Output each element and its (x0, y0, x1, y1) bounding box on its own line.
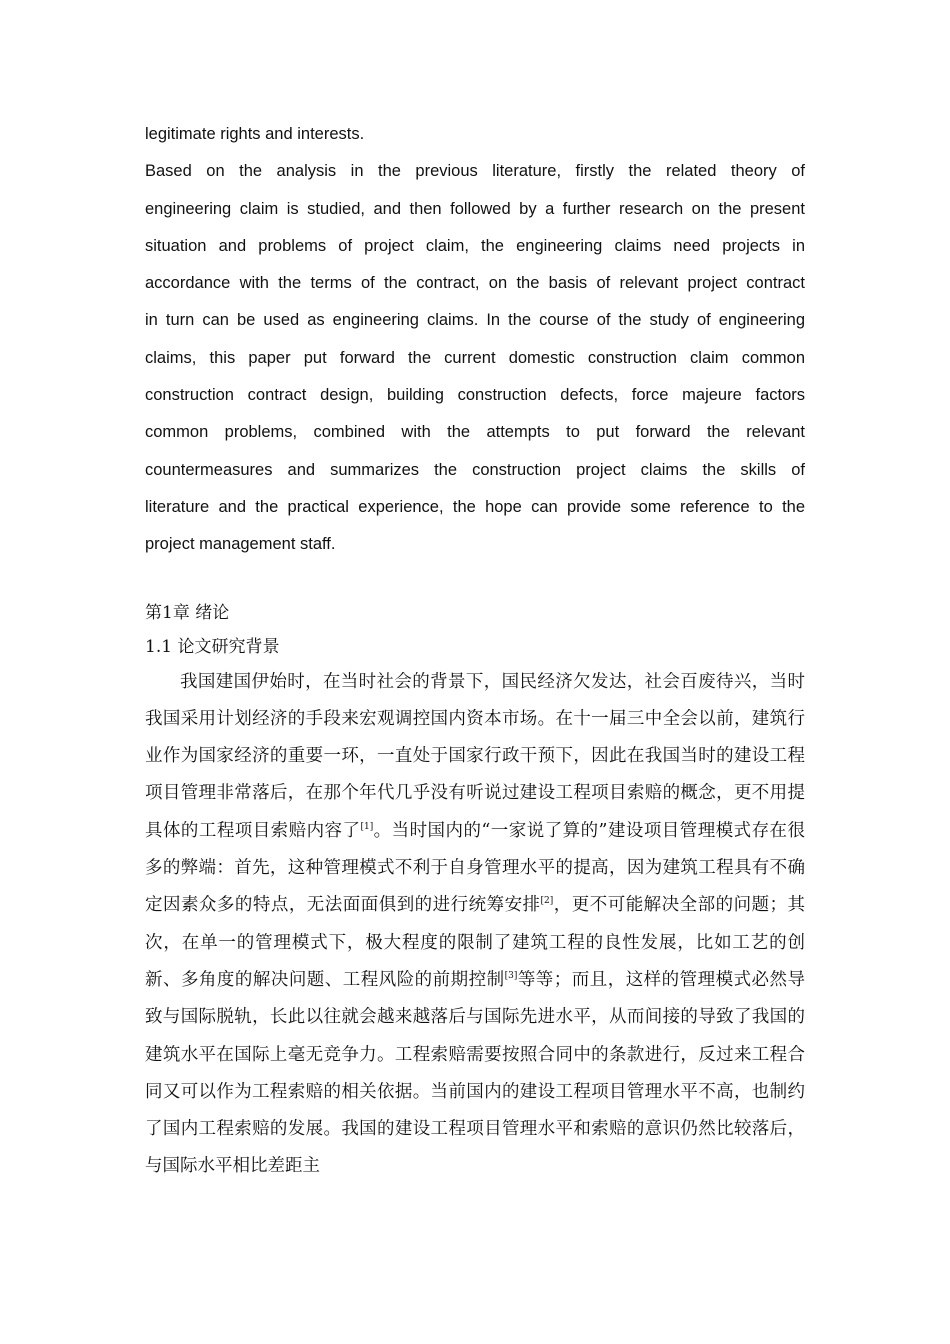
body-text: 我国建国伊始时，在当时社会的背景下，国民经济欠发达，社会百废待兴，当时我国采用计划经济的手段来宏观调控国内资本市场。在十一届三中全会以前，建筑行业作为国家经济的重要一环，一直处于国家行政干预下，因此在我国当时的建设工程项目管理非常落后，在那个年代几乎没有听说过建设工程项目索赔的概念，更不用提具体的工程项目索赔内容了 (145, 671, 805, 841)
abstract-line: common problems, combined with the attempts to put forward the relevant (145, 423, 805, 442)
citation-ref[interactable]: [3] (504, 971, 518, 982)
abstract-line: literature and the practical experience, the hope can provide some reference to the (145, 497, 805, 516)
abstract-line: claims, this paper put forward the current domestic construction claim common (145, 348, 805, 367)
abstract-line: countermeasures and summarizes the construction project claims the skills of (145, 460, 805, 479)
chapter-title: 第1章 绪论 (145, 602, 230, 623)
citation-ref[interactable]: [1] (360, 821, 374, 832)
abstract-line: engineering claim is studied, and then followed by a further research on the present (145, 199, 805, 218)
body-paragraph (145, 664, 805, 1186)
body-text: 。当时国内的“一家说了算的”建设项目管理模式存在很多的弊端：首先，这种管理模式不利于自身管理水平的提高，因为建筑工程具有不确定因素众多的特点，无法面面俱到的进行统筹安排 (145, 820, 805, 916)
abstract-line: construction contract design, building construction defects, force majeure factors (145, 386, 805, 405)
abstract-line: accordance with the terms of the contract, on the basis of relevant project contract (145, 274, 805, 293)
citation-ref[interactable]: [2] (540, 896, 554, 907)
abstract-line: situation and problems of project claim, the engineering claims need projects in (145, 236, 805, 255)
section-title: 1.1 论文研究背景 (145, 636, 280, 657)
page-content (145, 116, 805, 1186)
abstract-line: legitimate rights and interests. (145, 125, 365, 143)
abstract-line: project management staff. (145, 535, 336, 554)
abstract-line: in turn can be used as engineering claims. In the course of the study of engineering (145, 311, 805, 330)
body-text: 等等；而且，这样的管理模式必然导致与国际脱轨，长此以往就会越来越落后与国际先进水平，从而间接的导致了我国的建筑水平在国际上毫无竞争力。工程索赔需要按照合同中的条款进行，反过来工程合同又可以作为工程索赔的相关依据。当前国内的建设工程项目管理水平不高，也制约了国内工程索赔的发展。我国的建设工程项目管理水平和索赔的意识仍然比较落后，与国际水平相比差距主 (145, 969, 806, 1177)
body-text: ，更不可能解决全部的问题；其次，在单一的管理模式下，极大程度的限制了建筑工程的良性发展，比如工艺的创新、多角度的解决问题、工程风险的前期控制 (145, 895, 806, 990)
abstract-line: Based on the analysis in the previous literature, firstly the related theory of (145, 162, 805, 181)
